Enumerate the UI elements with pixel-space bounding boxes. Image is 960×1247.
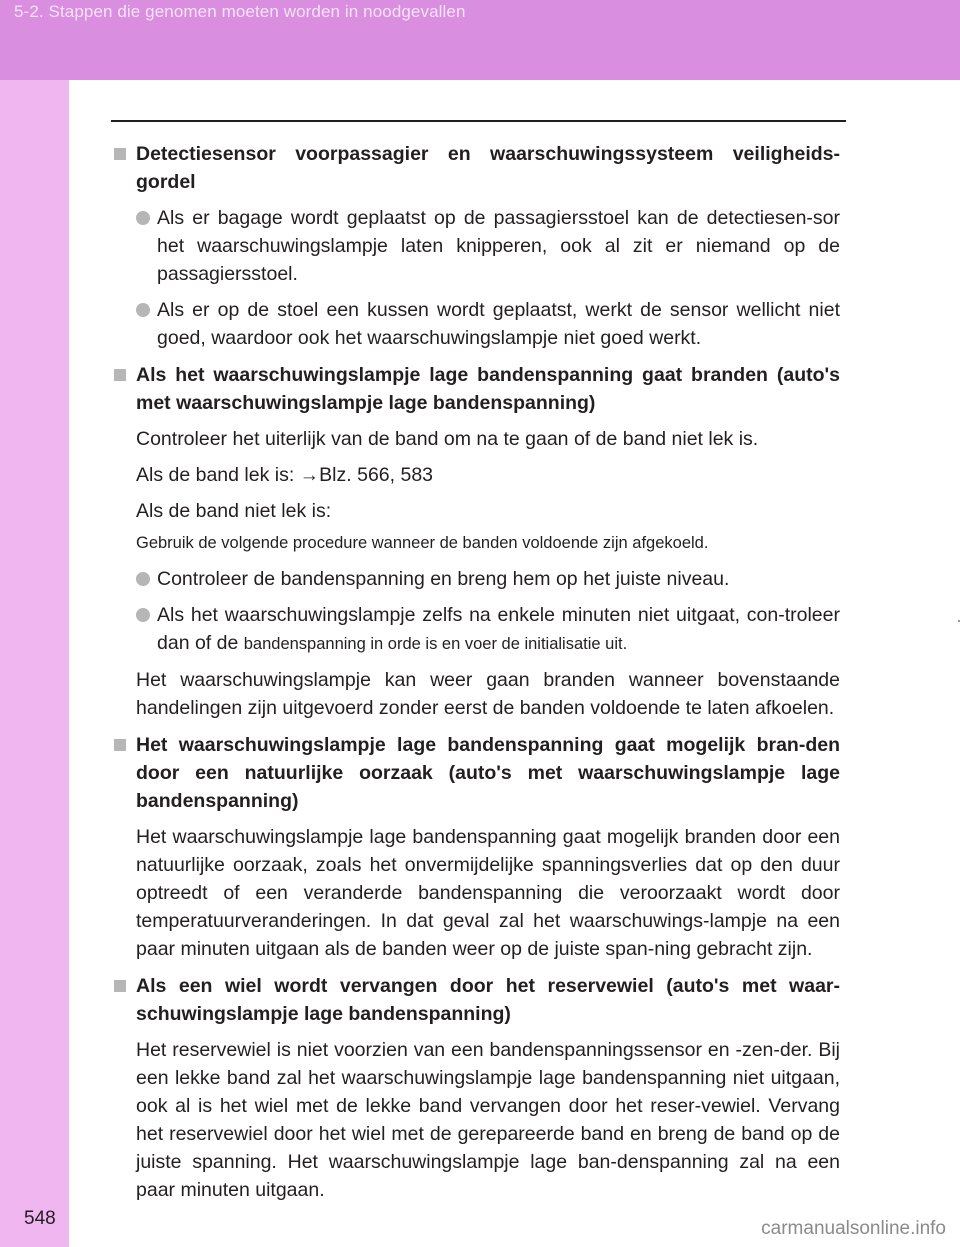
- list-item-text: Als het waarschuwingslampje zelfs na enkele minuten niet uitgaat, con-troleer dan of de: [157, 604, 840, 654]
- list-item: [113, 601, 840, 658]
- list-item: [113, 204, 840, 288]
- section-tire-warning: [113, 361, 840, 722]
- list-item-text: Als er bagage wordt geplaatst op de passagiersstoel kan de detectiesen-sor het waarschuwingslampje laten knipperen, ook al zit er niemand op de passagiersstoel.: [157, 207, 840, 285]
- square-bullet-icon: [114, 369, 126, 381]
- circle-bullet-icon: [136, 211, 150, 225]
- section-passenger-sensor: [113, 140, 840, 352]
- circle-bullet-icon: [136, 303, 150, 317]
- paragraph: Het waarschuwingslampje kan weer gaan branden wanneer bovenstaande handelingen zijn uitgevoerd zonder eerst de banden voldoende te laten afkoelen.: [136, 669, 840, 719]
- square-bullet-icon: [114, 980, 126, 992]
- watermark: carmanualsonline.info: [761, 1218, 946, 1239]
- square-bullet-icon: [114, 739, 126, 751]
- top-rule: [111, 120, 846, 122]
- paragraph: Controleer het uiterlijk van de band om na te gaan of de band niet lek is.: [136, 428, 759, 450]
- section-heading: [113, 361, 840, 417]
- section-heading: [113, 140, 840, 196]
- section-natural-cause: [113, 731, 840, 963]
- section-heading: [113, 972, 840, 1028]
- section-heading: [113, 731, 840, 815]
- list-item-text: Als er op de stoel een kussen wordt geplaatst, werkt de sensor wellicht niet goed, waardoor ook het waarschuwingslampje niet goed werkt.: [157, 299, 840, 349]
- paragraph: Het waarschuwingslampje lage bandenspanning gaat mogelijk branden door een natuurlijke oorzaak, zoals het onvermijdelijke spanningsverlies dat op den duur optreedt of een veranderde bandenspanning die veroorzaakt wordt door temperatuurveranderingen. In dat geval zal het waarschuwings-lampje na een paar minuten uitgaan als de banden weer op de juiste span-ning gebracht zijn.: [136, 826, 840, 960]
- page-reference: Als de band lek is: →Blz. 566, 583: [136, 464, 434, 486]
- heading-text: Detectiesensor voorpassagier en waarschuwingssysteem veiligheids-gordel: [136, 143, 840, 193]
- heading-text: Het waarschuwingslampje lage bandenspanning gaat mogelijk bran-den door een natuurlijke oorzaak (auto's met waarschuwingslampje lage bandenspanning): [136, 734, 840, 812]
- paragraph: Gebruik de volgende procedure wanneer de banden voldoende zijn afgekoeld.: [136, 534, 709, 552]
- heading-text: Als een wiel wordt vervangen door het reservewiel (auto's met waar-schuwingslampje lage bandenspanning): [136, 975, 840, 1025]
- list-item: [113, 565, 840, 593]
- paragraph: Het reservewiel is niet voorzien van een bandenspanningssensor en -zen-der. Bij een lekke band zal het waarschuwingslampje lage bandenspanning niet uitgaan, ook al is het wiel met de lekke band vervangen door het reser-vewiel. Vervang het reservewiel door het wiel met de gerepareerde band en breng de band op de juiste spanning. Het waarschuwingslampje lage ban-denspanning zal na een paar minuten uitgaan.: [136, 1039, 840, 1201]
- circle-bullet-icon: [136, 572, 150, 586]
- list-item-text-small: bandenspanning in orde is en voer de initialisatie uit.: [243, 635, 628, 653]
- circle-bullet-icon: [136, 608, 150, 622]
- square-bullet-icon: [114, 148, 126, 160]
- side-margin-band: [0, 80, 69, 1247]
- list-item-text: Controleer de bandenspanning en breng hem op het juiste niveau.: [157, 568, 730, 590]
- header-band: [0, 0, 960, 80]
- section-spare-wheel: [113, 972, 840, 1204]
- paragraph: Als de band niet lek is:: [136, 500, 332, 522]
- section-title: 5-2. Stappen die genomen moeten worden in noodgevallen: [14, 2, 466, 21]
- page-content: [113, 140, 840, 1213]
- list-item: [113, 296, 840, 352]
- page-number: 548: [24, 1208, 56, 1229]
- heading-text: Als het waarschuwingslampje lage bandenspanning gaat branden (auto's met waarschuwingslampje lage bandenspanning): [136, 364, 840, 414]
